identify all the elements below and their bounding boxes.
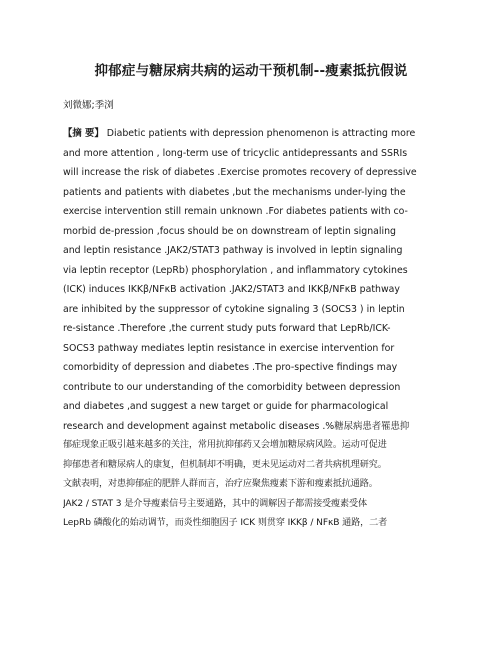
abstract-line: comorbidity of depression and diabetes .The pro-spective findings may	[63, 362, 398, 373]
paper-authors: 刘微娜;季浏	[63, 100, 114, 111]
abstract-line: and diabetes ,and suggest a new target or guide for pharmacological	[63, 401, 389, 412]
abstract-line: morbid de-pression ,focus should be on downstream of leptin signaling	[63, 225, 396, 237]
abstract-line: (ICK) induces IKKβ/NFκB activation .JAK2/STAT3 and IKKβ/NFκB pathway	[63, 284, 400, 295]
abstract-line: will increase the risk of diabetes .Exercise promotes recovery of depressive	[63, 167, 417, 178]
abstract-line: and leptin resistance .JAK2/STAT3 pathway is involved in leptin signaling	[63, 245, 403, 256]
abstract-line: are inhibited by the suppressor of cytokine signaling 3 (SOCS3 ) in leptin	[63, 303, 405, 315]
abstract-line: 郁症现象正吸引越来越多的关注，常用抗抑郁药又会增加糖尿病风险。运动可促进	[63, 440, 387, 450]
abstract-line: contribute to our understanding of the comorbidity between depression	[63, 381, 401, 393]
abstract-line: 抑郁患者和糖尿病人的康复，但机制却不明确，更未见运动对二者共病机理研究。	[63, 459, 387, 470]
abstract-line: research and development against metabolic diseases .%糖尿病患者罹患抑	[63, 420, 410, 432]
abstract-line: JAK2 / STAT 3 是介导瘦素信号主要通路，其中的调解因子都需接受瘦素受体	[63, 498, 368, 509]
paper-title: 抑郁症与糖尿病共病的运动干预机制--瘦素抵抗假说	[94, 63, 408, 79]
abstract-line: patients and patients with diabetes ,but the mechanisms under-lying the	[63, 186, 406, 198]
abstract-line: via leptin receptor (LepRb) phosphorylation , and inflammatory cytokines	[63, 264, 408, 276]
abstract-line: and more attention , long-term use of tricyclic antidepressants and SSRIs	[63, 147, 408, 159]
abstract-line: 【摘 要】 Diabetic patients with depression phenomenon is attracting more	[63, 128, 416, 139]
abstract-line: exercise intervention still remain unknown .For diabetes patients with co-	[63, 206, 408, 217]
abstract-line: LepRb 磷酸化的始动调节，而炎性细胞因子 ICK 则贯穿 IKKβ / NFκB 通路，二者	[63, 518, 388, 528]
abstract	[63, 124, 441, 534]
abstract-line: re-sistance .Therefore ,the current study puts forward that LepRb/ICK-	[63, 323, 391, 334]
abstract-label: 【摘 要】	[63, 128, 104, 139]
abstract-line: SOCS3 pathway mediates leptin resistance in exercise intervention for	[63, 342, 395, 354]
abstract-line: 文献表明，对患抑郁症的肥胖人群而言，治疗应聚焦瘦素下游和瘦素抵抗通路。	[63, 479, 378, 489]
